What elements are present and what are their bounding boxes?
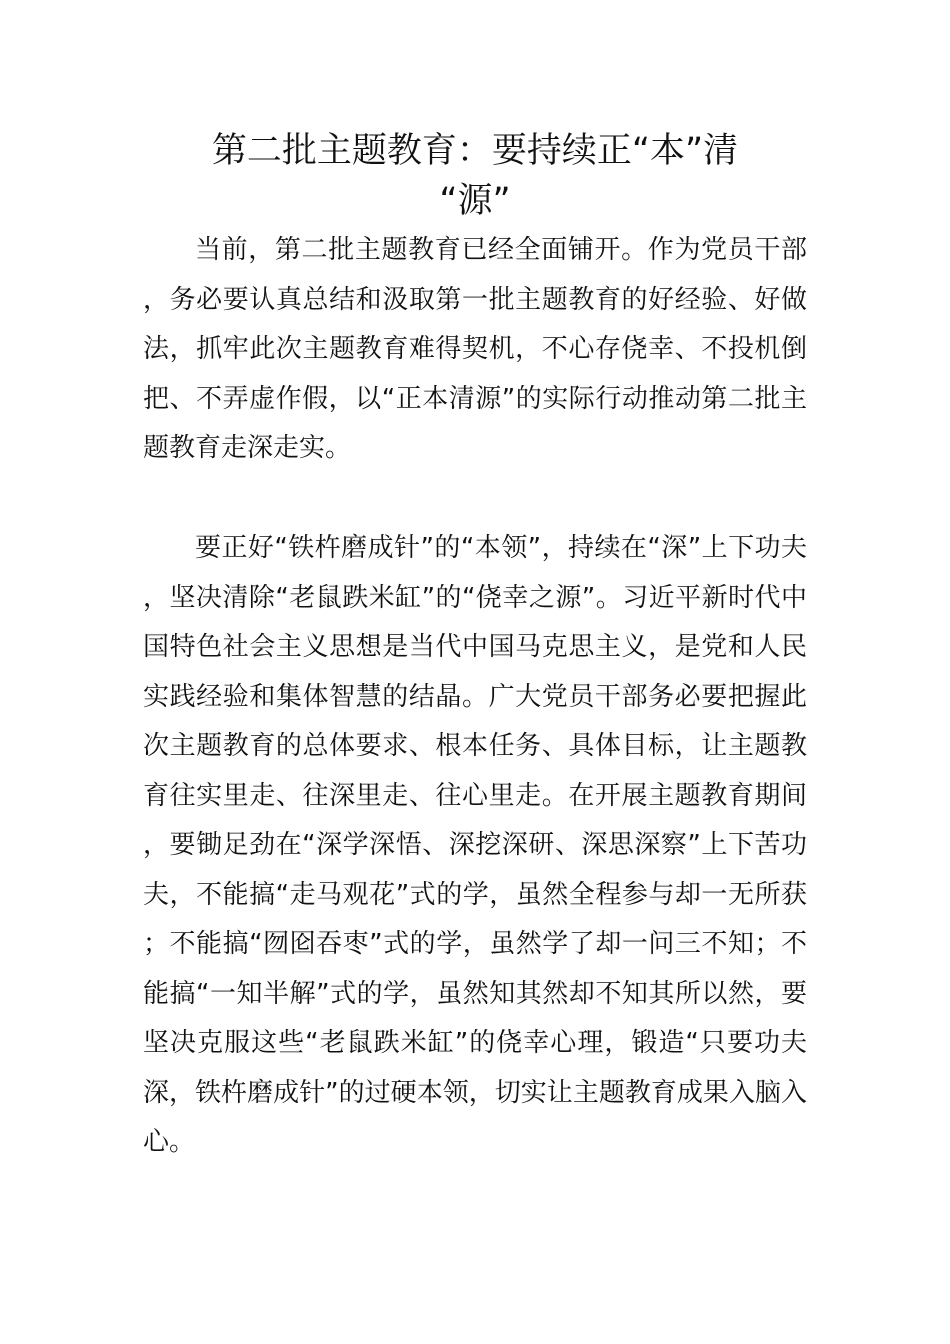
- document-title: [160, 126, 790, 226]
- body-paragraph-2: 要正好“铁杵磨成针”的“本领”，持续在“深”上下功夫，坚决清除“老鼠跌米缸”的“侥幸之源”。习近平新时代中国特色社会主义思想是当代中国马克思主义，是党和人民实践经验和集体智慧的结晶。广大党员干部务必要把握此次主题教育的总体要求、根本任务、具体目标，让主题教育往实里走、往深里走、往心里走。在开展主题教育期间，要锄足劲在“深学深悟、深挖深研、深思深察”上下苦功夫，不能搞“走马观花”式的学，虽然全程参与却一无所获；不能搞“囫囵吞枣”式的学，虽然学了却一问三不知；不能搞“一知半解”式的学，虽然知其然却不知其所以然，要坚决克服这些“老鼠跌米缸”的侥幸心理，锻造“只要功夫深，铁杵磨成针”的过硬本领，切实让主题教育成果入脑入心。: [143, 533, 807, 1157]
- document-title-line-1: 第二批主题教育：要持续正“本”清: [211, 131, 739, 171]
- document-title-line-2: “源”: [439, 181, 511, 221]
- body-paragraph-1: 当前，第二批主题教育已经全面铺开。作为党员干部，务必要认真总结和汲取第一批主题教育的好经验、好做法，抓牢此次主题教育难得契机，不心存侥幸、不投机倒把、不弄虚作假，以“正本清源”的实际行动推动第二批主题教育走深走实。: [143, 235, 807, 463]
